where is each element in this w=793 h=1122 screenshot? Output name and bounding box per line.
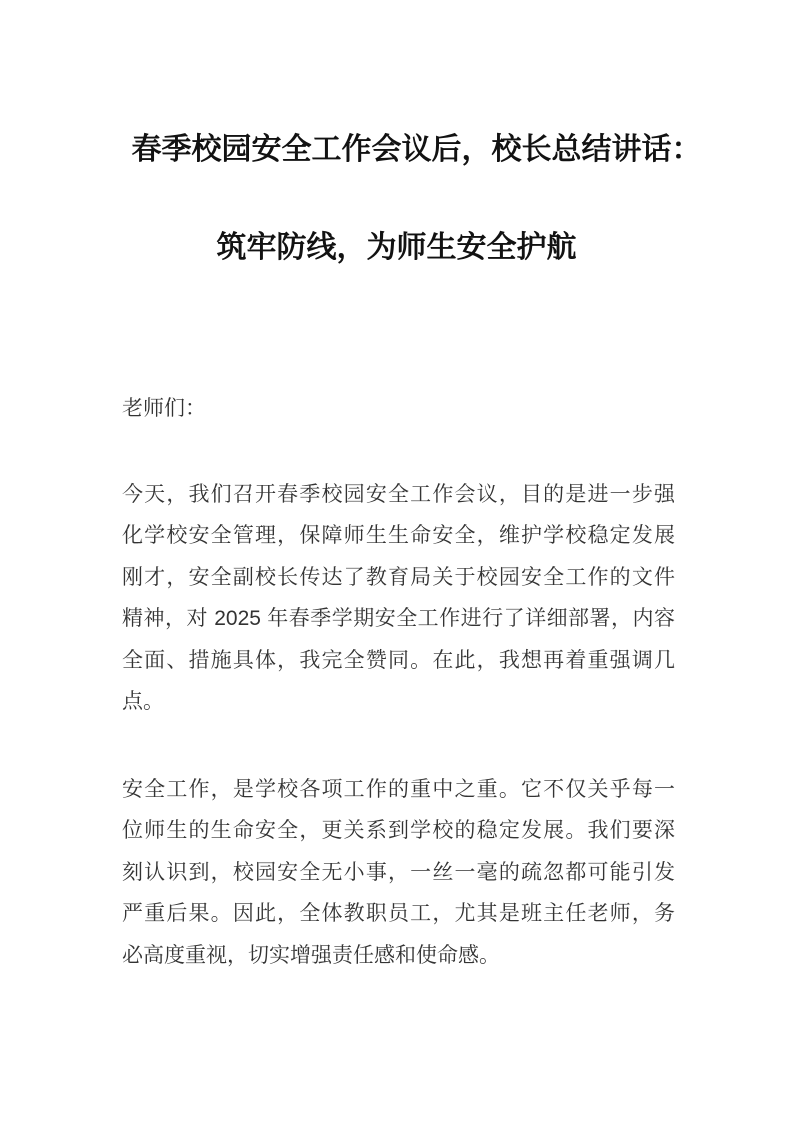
body-text-line: 点。	[122, 690, 164, 713]
body-text-line: 必高度重视，切实增强责任感和使命感。	[122, 943, 500, 967]
body-text-line: 刚才，安全副校长传达了教育局关于校园安全工作的文件	[122, 565, 675, 589]
body-text-line: 今天，我们召开春季校园安全工作会议，目的是进一步强	[122, 482, 675, 506]
title-line-1: 春季校园安全工作会议后，校长总结讲话：	[131, 133, 702, 166]
document-title	[0, 128, 793, 270]
body-text-line: 位师生的生命安全，更关系到学校的稳定发展。我们要深	[122, 819, 675, 842]
body-text-line: 化学校安全管理，保障师生生命安全，维护学校稳定发展	[122, 524, 675, 547]
salutation-line: 老师们：	[122, 397, 206, 420]
body-text-line: 安全工作，是学校各项工作的重中之重。它不仅关乎每一	[122, 777, 675, 801]
body-text-line: 严重后果。因此，全体教职员工，尤其是班主任老师，务	[122, 902, 675, 925]
body-text-line: 精神，对 2025 年春季学期安全工作进行了详细部署，内容	[122, 607, 675, 630]
paragraph	[122, 769, 675, 977]
body-text-line: 刻认识到，校园安全无小事，一丝一毫的疏忽都可能引发	[122, 860, 675, 884]
document-body	[0, 388, 793, 976]
title-line-2: 筑牢防线，为师生安全护航	[216, 231, 577, 264]
paragraph	[122, 474, 675, 723]
body-text-line: 全面、措施具体，我完全赞同。在此，我想再着重强调几	[122, 648, 675, 672]
